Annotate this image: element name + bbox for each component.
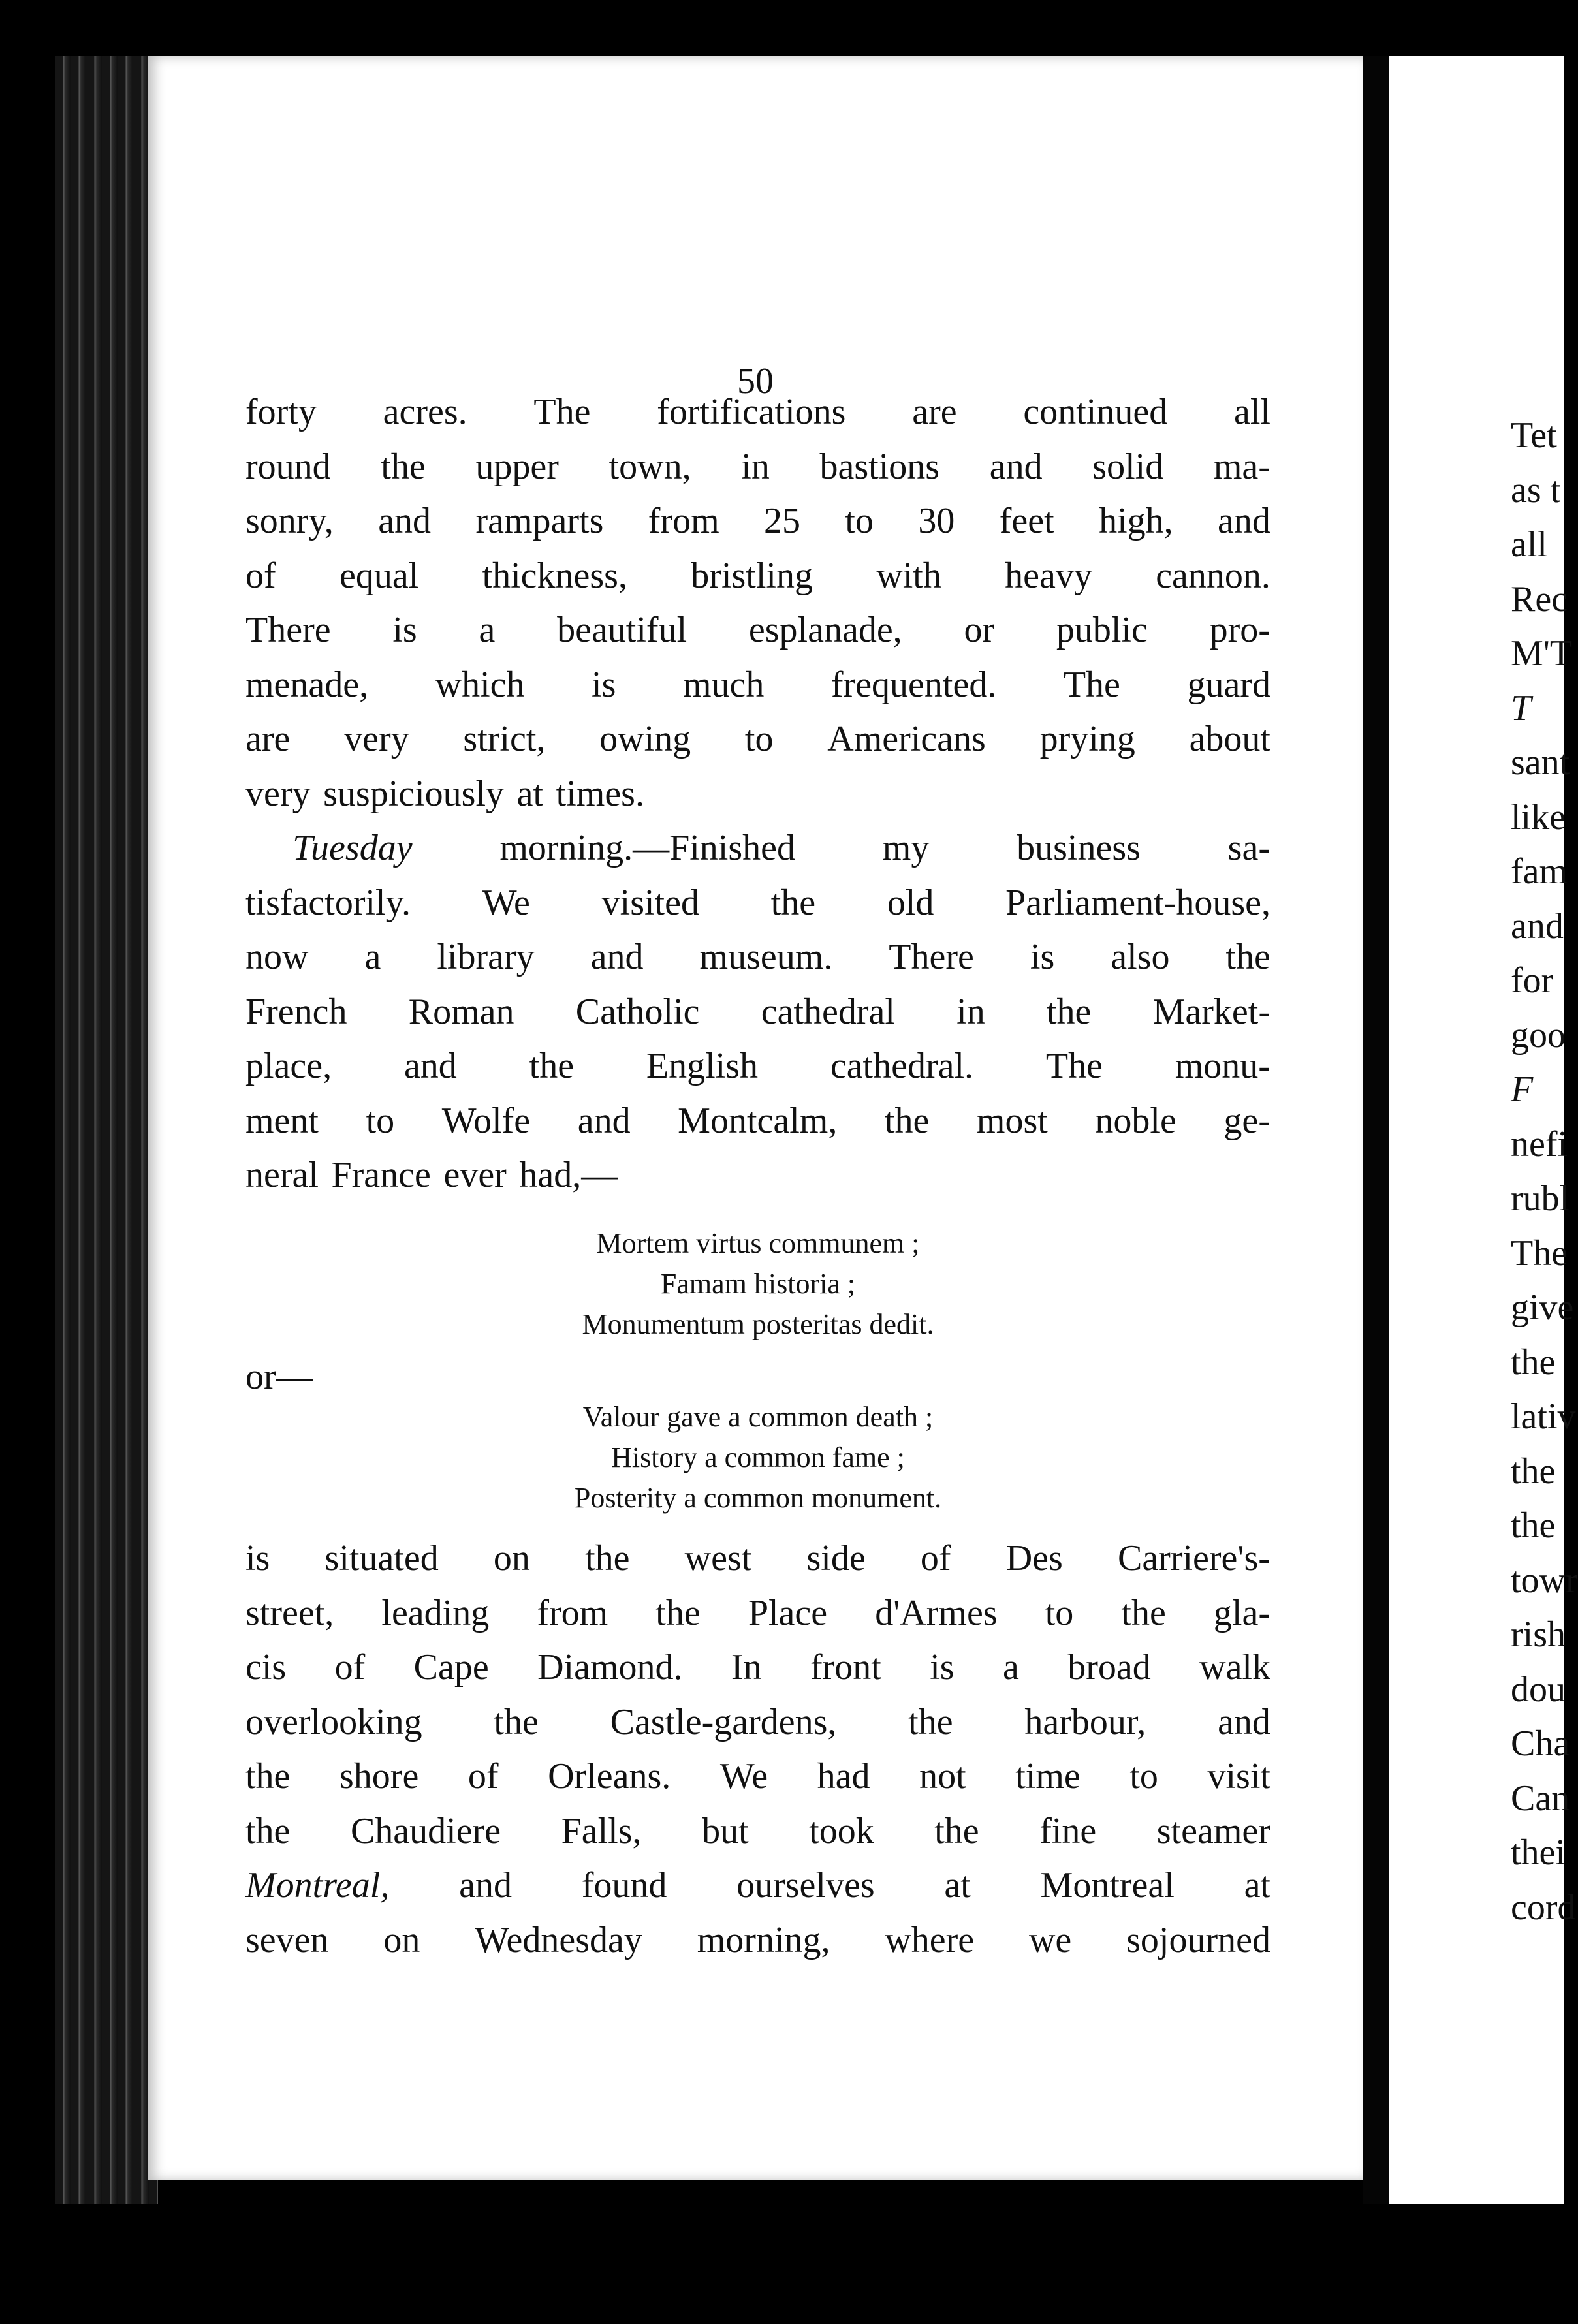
- text-line: [245, 930, 1270, 985]
- word: where: [885, 1919, 975, 1960]
- text-line: [245, 1804, 1270, 1859]
- word: is: [245, 1538, 270, 1578]
- text-line: [245, 1094, 1270, 1149]
- word: the: [245, 1810, 291, 1851]
- word: and: [378, 501, 432, 541]
- word: of: [920, 1538, 951, 1578]
- word: d'Armes: [875, 1592, 998, 1633]
- word: to: [744, 719, 774, 759]
- english-epitaph: [245, 1397, 1270, 1518]
- word: monu-: [1175, 1046, 1270, 1086]
- word: ourselves: [736, 1865, 875, 1906]
- text-line: [245, 712, 1270, 767]
- word: There: [245, 610, 331, 650]
- word: the: [1121, 1592, 1166, 1633]
- text-line: [245, 1039, 1270, 1094]
- word: walk: [1199, 1647, 1270, 1688]
- word: at: [944, 1865, 971, 1906]
- text-line: [245, 1641, 1270, 1695]
- text-line: [245, 821, 1270, 876]
- verse-line: Mortem virtus communem ;: [596, 1227, 920, 1259]
- word: seven: [245, 1919, 329, 1960]
- text-line: [245, 494, 1270, 549]
- word: France: [331, 1155, 431, 1195]
- word: situated: [324, 1538, 439, 1578]
- word: public: [1056, 610, 1148, 650]
- word: There: [889, 937, 974, 977]
- word: a: [364, 937, 381, 977]
- word: is: [930, 1647, 955, 1688]
- word: is: [1030, 937, 1055, 977]
- paragraph-3: [245, 1531, 1270, 1968]
- word: English: [646, 1046, 759, 1086]
- word: cannon.: [1156, 555, 1270, 596]
- word: very: [245, 773, 311, 814]
- word: We: [719, 1756, 768, 1797]
- word: frequented.: [830, 664, 997, 705]
- facing-text-fragment: like: [1511, 796, 1566, 838]
- word: harbour,: [1024, 1701, 1146, 1742]
- or-connector: or—: [245, 1357, 313, 1397]
- word: overlooking: [245, 1701, 422, 1742]
- word: The: [1063, 664, 1120, 705]
- word: The: [1045, 1046, 1103, 1086]
- word: ramparts: [475, 501, 604, 541]
- word: suspiciously: [323, 773, 505, 814]
- word: bristling: [691, 555, 813, 596]
- word: is: [592, 664, 616, 705]
- word: acres.: [383, 392, 467, 432]
- text-line: [245, 603, 1270, 658]
- word: visit: [1207, 1756, 1270, 1797]
- facing-page-text: [1511, 409, 1578, 1935]
- word: Falls,: [561, 1810, 642, 1851]
- word: the: [934, 1810, 979, 1851]
- word: most: [976, 1100, 1048, 1141]
- facing-text-fragment: as t: [1511, 469, 1561, 510]
- facing-text-fragment: all: [1511, 524, 1547, 565]
- word: found: [581, 1865, 667, 1906]
- paragraph-1: [245, 385, 1270, 821]
- facing-text-fragment: The: [1511, 1233, 1568, 1274]
- facing-text-fragment: rish: [1511, 1614, 1566, 1655]
- word: owing: [599, 719, 691, 759]
- word: thickness,: [482, 555, 627, 596]
- facing-text-fragment: thei: [1511, 1832, 1566, 1873]
- word: menade,: [245, 664, 369, 705]
- word: in: [956, 991, 985, 1032]
- book-gutter: [1363, 56, 1389, 2204]
- word: visited: [601, 882, 699, 923]
- word: Montreal: [1040, 1865, 1175, 1906]
- word: to: [845, 501, 874, 541]
- word: all: [1233, 392, 1270, 432]
- word: sonry,: [245, 501, 334, 541]
- word: the: [529, 1046, 575, 1086]
- word: forty: [245, 392, 317, 432]
- word: Cape: [413, 1647, 489, 1688]
- word: Chaudiere: [350, 1810, 501, 1851]
- word: west: [684, 1538, 752, 1578]
- word: ge-: [1223, 1100, 1270, 1141]
- word: my: [882, 828, 930, 868]
- word: pro-: [1209, 610, 1270, 650]
- word: high,: [1099, 501, 1173, 541]
- word: about: [1189, 719, 1270, 759]
- word: with: [876, 555, 941, 596]
- word: of: [334, 1647, 366, 1688]
- word: prying: [1039, 719, 1135, 759]
- word: the: [655, 1592, 701, 1633]
- italic-word: Montreal,: [245, 1865, 390, 1906]
- word: had,—: [519, 1155, 618, 1195]
- word: library: [437, 937, 535, 977]
- word: sa-: [1227, 828, 1270, 868]
- word: gla-: [1213, 1592, 1270, 1633]
- word: the: [1225, 937, 1270, 977]
- word: are: [245, 719, 291, 759]
- word: cathedral: [761, 991, 895, 1032]
- text-line: [245, 1531, 1270, 1586]
- word: Wednesday: [475, 1919, 642, 1960]
- word: and: [459, 1865, 512, 1906]
- verse-line: Valour gave a common death ;: [582, 1401, 934, 1433]
- word: of: [467, 1756, 499, 1797]
- word: took: [809, 1810, 874, 1851]
- word: Orleans.: [548, 1756, 671, 1797]
- word: from: [648, 501, 719, 541]
- word: cathedral.: [830, 1046, 974, 1086]
- word: at: [516, 773, 544, 814]
- word: tisfactorily.: [245, 882, 411, 923]
- word: are: [912, 392, 957, 432]
- word: in: [741, 446, 770, 487]
- word: solid: [1092, 446, 1164, 487]
- facing-text-fragment: goo: [1511, 1014, 1566, 1056]
- word: Montcalm,: [678, 1100, 838, 1141]
- text-line: [245, 658, 1270, 713]
- facing-text-fragment: nefi: [1511, 1123, 1568, 1165]
- word: but: [702, 1810, 749, 1851]
- word: Carriere's-: [1117, 1538, 1270, 1578]
- word: the: [908, 1701, 953, 1742]
- text-line: [245, 767, 1270, 822]
- text-line: [245, 985, 1270, 1040]
- facing-text-fragment: T: [1511, 687, 1532, 729]
- word: the: [494, 1701, 539, 1742]
- facing-text-fragment: cord: [1511, 1887, 1576, 1928]
- word: front: [810, 1647, 881, 1688]
- word: is: [392, 610, 417, 650]
- facing-text-fragment: lativ: [1511, 1396, 1576, 1437]
- word: upper: [475, 446, 559, 487]
- word: equal: [339, 555, 419, 596]
- facing-text-fragment: Tet: [1511, 415, 1557, 456]
- word: strict,: [463, 719, 546, 759]
- facing-text-fragment: Rec: [1511, 578, 1568, 620]
- word: and: [403, 1046, 457, 1086]
- word: the: [381, 446, 426, 487]
- word: not: [919, 1756, 966, 1797]
- word: and: [1218, 1701, 1270, 1742]
- word: and: [590, 937, 644, 977]
- word: Diamond.: [537, 1647, 683, 1688]
- word: the: [884, 1100, 930, 1141]
- page-number: 50: [737, 361, 774, 401]
- word: ment: [245, 1100, 319, 1141]
- word: to: [366, 1100, 395, 1141]
- word: very: [344, 719, 409, 759]
- text-line: [245, 1750, 1270, 1804]
- word: the: [1046, 991, 1092, 1032]
- facing-text-fragment: Cha: [1511, 1723, 1570, 1764]
- facing-text-fragment: the: [1511, 1451, 1556, 1492]
- word: old: [887, 882, 934, 923]
- verse-line: Famam historia ;: [660, 1268, 856, 1300]
- text-line: [245, 549, 1270, 604]
- word: ever: [443, 1155, 507, 1195]
- word: a: [1002, 1647, 1019, 1688]
- word: Parliament-house,: [1005, 882, 1270, 923]
- verse-line: Posterity a common monument.: [574, 1482, 942, 1514]
- facing-text-fragment: for: [1511, 960, 1554, 1001]
- word: bastions: [819, 446, 940, 487]
- word: to: [1129, 1756, 1158, 1797]
- word: sojourned: [1126, 1919, 1270, 1960]
- word: Castle-gardens,: [610, 1701, 837, 1742]
- facing-text-fragment: Can: [1511, 1778, 1570, 1819]
- facing-text-fragment: the: [1511, 1342, 1556, 1383]
- word: of: [245, 555, 276, 596]
- word: French: [245, 991, 347, 1032]
- word: much: [682, 664, 765, 705]
- facing-text-fragment: sant: [1511, 742, 1570, 783]
- word: from: [537, 1592, 608, 1633]
- word: beautiful: [557, 610, 687, 650]
- word: broad: [1067, 1647, 1151, 1688]
- word: Wolfe: [441, 1100, 531, 1141]
- word: at: [1244, 1865, 1270, 1906]
- word: had: [817, 1756, 870, 1797]
- word: noble: [1095, 1100, 1176, 1141]
- word: business: [1017, 828, 1141, 868]
- facing-text-fragment: give: [1511, 1287, 1574, 1328]
- word: heavy: [1005, 555, 1092, 596]
- word: town,: [608, 446, 691, 487]
- word: the: [245, 1756, 291, 1797]
- latin-epitaph: [245, 1223, 1270, 1345]
- word: now: [245, 937, 309, 977]
- word: and: [577, 1100, 631, 1141]
- word: neral: [245, 1155, 319, 1195]
- word: to: [1045, 1592, 1074, 1633]
- word: steamer: [1156, 1810, 1270, 1851]
- word: and: [989, 446, 1043, 487]
- word: 25: [764, 501, 801, 541]
- facing-text-fragment: the: [1511, 1505, 1556, 1546]
- facing-text-fragment: fam: [1511, 851, 1568, 892]
- word: cis: [245, 1647, 287, 1688]
- word: the: [585, 1538, 630, 1578]
- word: morning.—Finished: [499, 828, 796, 868]
- word: times.: [556, 773, 644, 814]
- word: esplanade,: [748, 610, 902, 650]
- paragraph-2: [245, 821, 1270, 1203]
- text-line: [245, 1859, 1270, 1913]
- text-line: [245, 876, 1270, 931]
- verse-line: History a common fame ;: [611, 1441, 905, 1473]
- word: 30: [918, 501, 955, 541]
- word: side: [806, 1538, 866, 1578]
- word: fortifications: [657, 392, 846, 432]
- word: The: [533, 392, 591, 432]
- facing-text-fragment: rubl: [1511, 1178, 1570, 1219]
- word: also: [1111, 937, 1170, 977]
- book-spine: [55, 56, 158, 2204]
- word: which: [435, 664, 525, 705]
- word: museum.: [699, 937, 833, 977]
- word: place,: [245, 1046, 332, 1086]
- text-line: [245, 440, 1270, 495]
- word: continued: [1023, 392, 1168, 432]
- word: on: [383, 1919, 420, 1960]
- word: leading: [381, 1592, 490, 1633]
- word: Catholic: [575, 991, 700, 1032]
- facing-text-fragment: dou: [1511, 1669, 1566, 1710]
- word: a: [479, 610, 496, 650]
- word: guard: [1187, 664, 1270, 705]
- word: fine: [1039, 1810, 1097, 1851]
- word: and: [1218, 501, 1270, 541]
- word: round: [245, 446, 331, 487]
- italic-word: Tuesday: [292, 828, 413, 868]
- text-line: [245, 1148, 1270, 1203]
- word: In: [731, 1647, 762, 1688]
- text-line: [245, 1913, 1270, 1968]
- word: Place: [748, 1592, 828, 1633]
- word: feet: [999, 501, 1054, 541]
- facing-text-fragment: M'T: [1511, 633, 1573, 674]
- word: Market-: [1152, 991, 1270, 1032]
- word: Roman: [408, 991, 514, 1032]
- facing-text-fragment: F: [1511, 1069, 1534, 1110]
- word: or: [964, 610, 995, 650]
- text-line: [245, 385, 1270, 440]
- verse-line: Monumentum posteritas dedit.: [582, 1308, 934, 1340]
- word: We: [482, 882, 530, 923]
- word: street,: [245, 1592, 334, 1633]
- word: Americans: [827, 719, 986, 759]
- word: shore: [339, 1756, 419, 1797]
- word: we: [1028, 1919, 1072, 1960]
- word: the: [770, 882, 816, 923]
- facing-text-fragment: and: [1511, 905, 1564, 947]
- word: time: [1015, 1756, 1081, 1797]
- word: ma-: [1213, 446, 1270, 487]
- word: morning,: [697, 1919, 830, 1960]
- text-line: [245, 1586, 1270, 1641]
- text-line: [245, 1695, 1270, 1750]
- facing-text-fragment: towr: [1511, 1560, 1578, 1601]
- word: on: [493, 1538, 530, 1578]
- word: Des: [1005, 1538, 1063, 1578]
- facing-page: [1389, 56, 1578, 2204]
